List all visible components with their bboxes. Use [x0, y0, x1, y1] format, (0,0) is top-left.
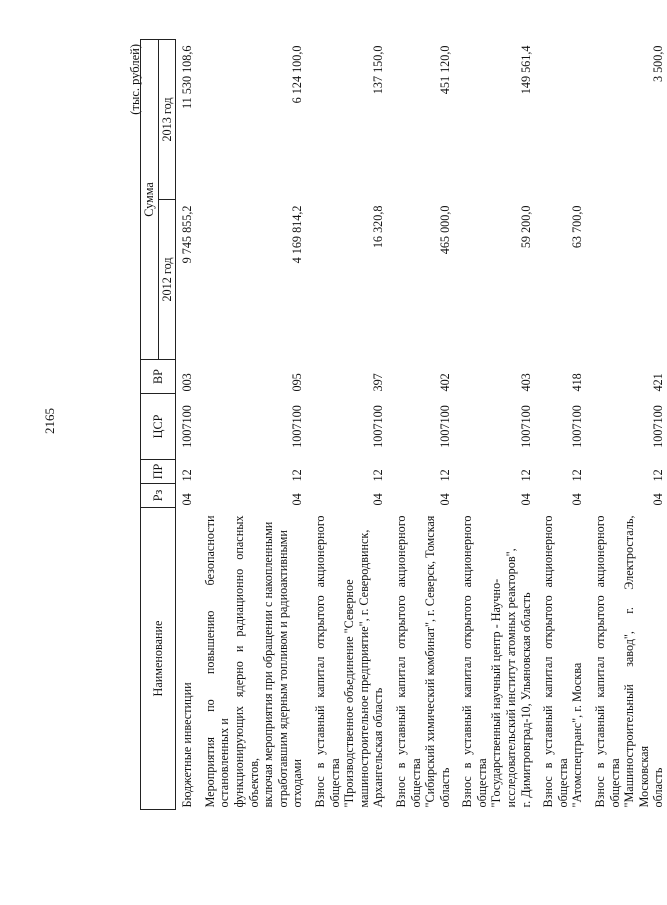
row-name: [586, 508, 667, 810]
header-pr: ПР: [141, 460, 176, 484]
row-2012: 59 200,0: [518, 205, 533, 249]
header-name: Наименование: [141, 508, 176, 810]
header-csr: ЦСР: [141, 394, 176, 460]
row-rz: 04: [371, 493, 386, 506]
row-2013: 137 150,0: [371, 45, 386, 95]
row-pr: 12: [180, 469, 195, 482]
page-number: 2165: [42, 408, 57, 434]
row-rz: 04: [290, 493, 305, 506]
table-row: [453, 39, 534, 809]
table-row: [306, 39, 387, 809]
header-year-2012: 2012 год: [158, 200, 176, 360]
row-name-line: Взнос в уставный капитал открытого акционерного общества: [312, 515, 342, 808]
row-2013: 6 124 100,0: [290, 45, 305, 104]
row-vr: 397: [371, 373, 386, 392]
row-2012: [586, 200, 667, 360]
table-row: [586, 39, 667, 809]
row-2013: 3 500,0: [651, 45, 666, 83]
row-name-line: "Сибирский химический комбинат", г. Северск, Томская: [423, 515, 438, 808]
row-csr: 1007100: [180, 405, 195, 448]
row-vr: 003: [180, 373, 195, 392]
row-rz: 04: [180, 493, 195, 506]
row-name-line: "Машиностроительный завод", г. Электросталь, Московская: [622, 515, 651, 808]
row-2012: 4 169 814,2: [290, 205, 305, 264]
row-name-line: отработавшим ядерным топливом и радиоактивными: [275, 530, 290, 808]
row-vr: 418: [570, 373, 585, 392]
row-name-line: функционирующих ядерно и радиационно опасных объектов,: [231, 515, 261, 808]
row-name-line: исследовательский институт атомных реакторов",: [504, 548, 519, 808]
row-2012: 9 745 855,2: [180, 205, 195, 264]
row-2012: 63 700,0: [570, 205, 585, 249]
row-pr: 12: [371, 469, 386, 482]
budget-table: [140, 39, 667, 810]
row-name-line: "Атомспецтранс", г. Москва: [570, 662, 585, 808]
row-name: [387, 508, 453, 810]
row-name-line: отходами: [290, 759, 305, 808]
row-csr: 1007100: [570, 405, 585, 448]
table-row: [387, 39, 453, 809]
row-name: [176, 508, 196, 810]
row-name-line: Бюджетные инвестиции: [180, 682, 195, 808]
rotated-table-page: [128, 40, 666, 810]
row-name-line: область: [437, 767, 452, 808]
row-csr: 1007100: [518, 405, 533, 448]
table-row: [176, 39, 196, 809]
row-name-line: область: [651, 767, 666, 808]
row-2013: 149 561,4: [518, 45, 533, 95]
row-name: [196, 508, 306, 810]
row-pr: 12: [437, 469, 452, 482]
row-name: [453, 508, 534, 810]
row-name: [306, 508, 387, 810]
row-pr: 12: [570, 469, 585, 482]
header-sum: Сумма: [141, 39, 159, 359]
table-row: [196, 39, 306, 809]
row-csr: 1007100: [437, 405, 452, 448]
table-body: [176, 39, 667, 809]
row-name-line: Мероприятия по повышению безопасности остановленных и: [202, 515, 232, 808]
row-2013: 451 120,0: [437, 45, 452, 95]
row-name-line: машиностроительное предприятие", г. Северодвинск,: [356, 529, 371, 808]
row-2013: 11 530 108,6: [180, 45, 195, 110]
row-vr: 095: [290, 373, 305, 392]
row-name-line: Архангельская область: [371, 687, 386, 808]
row-pr: 12: [651, 469, 666, 482]
row-csr: 1007100: [651, 405, 666, 448]
header-year-2013: 2013 год: [158, 39, 176, 199]
row-vr: 402: [437, 373, 452, 392]
header-rz: Рз: [141, 484, 176, 508]
row-name-line: "Производственное объединение "Северное: [342, 579, 357, 808]
row-2013: [534, 39, 586, 199]
row-vr: 403: [518, 373, 533, 392]
table-row: [534, 39, 586, 809]
row-name-line: Взнос в уставный капитал открытого акционерного общества: [460, 515, 489, 808]
header-vr: ВР: [141, 360, 176, 394]
row-pr: 12: [290, 469, 305, 482]
row-csr: 1007100: [290, 405, 305, 448]
row-rz: 04: [437, 493, 452, 506]
row-rz: 04: [518, 493, 533, 506]
row-csr: 1007100: [371, 405, 386, 448]
units-label: (тыс. рублей): [128, 44, 142, 115]
table-header: [141, 39, 176, 809]
row-2012: 16 320,8: [371, 205, 386, 249]
row-name-line: Взнос в уставный капитал открытого акционерного общества: [593, 515, 622, 808]
row-vr: 421: [651, 373, 666, 392]
row-rz: 04: [651, 493, 666, 506]
row-name-line: Взнос в уставный капитал открытого акционерного общества: [541, 515, 570, 808]
row-2012: 465 000,0: [437, 205, 452, 255]
row-name-line: г. Димитровград-10, Ульяновская область: [518, 592, 533, 808]
row-rz: 04: [570, 493, 585, 506]
row-name-line: включая мероприятия при обращении с накопленными: [261, 521, 276, 808]
row-name-line: "Государственный научный центр - Научно-: [489, 578, 504, 808]
row-name-line: Взнос в уставный капитал открытого акционерного общества: [393, 515, 423, 808]
row-name: [534, 508, 586, 810]
row-pr: 12: [518, 469, 533, 482]
